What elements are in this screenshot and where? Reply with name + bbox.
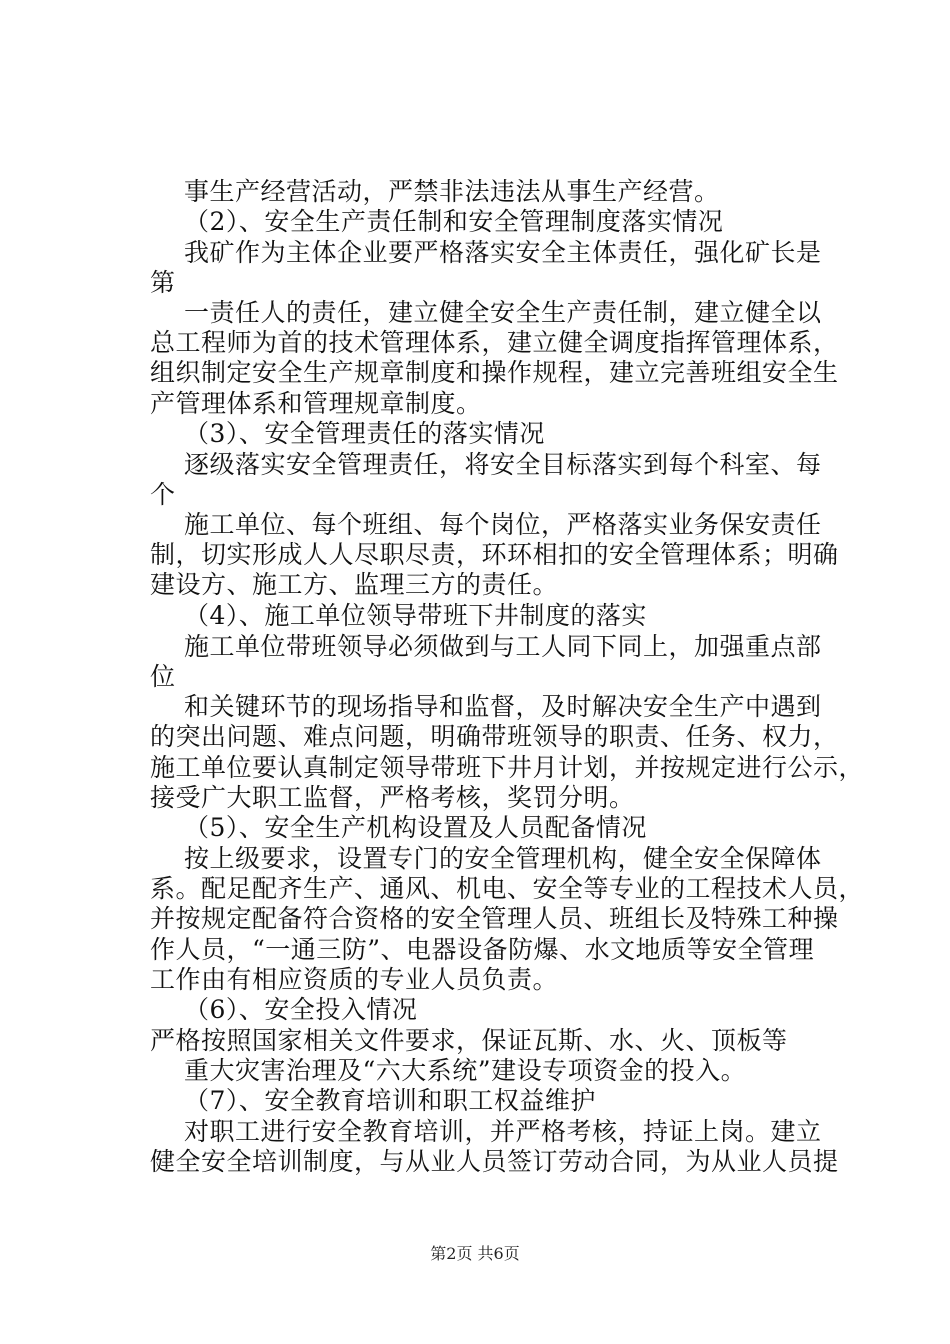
text-line: 重大灾害治理及“六大系统”建设专项资金的投入。 — [184, 1056, 747, 1085]
text-line: 我矿作为主体企业要严格落实安全主体责任，强化矿长是 — [184, 238, 822, 267]
section-heading: （4）、施工单位领导带班下井制度的落实 — [184, 601, 647, 630]
text-line: 健全安全培训制度，与从业人员签订劳动合同，为从业人员提 — [150, 1147, 839, 1176]
text-line: 的突出问题、难点问题，明确带班领导的职责、任务、权力， — [150, 722, 839, 751]
text-line: 建设方、施工方、监理三方的责任。 — [150, 570, 559, 599]
text-line: 事生产经营活动，严禁非法违法从事生产经营。 — [184, 177, 720, 206]
text-line: 第 — [150, 268, 176, 297]
text-line: 工作由有相应资质的专业人员负责。 — [150, 965, 559, 994]
text-line: 逐级落实安全管理责任，将安全目标落实到每个科室、每 — [184, 450, 822, 479]
text-line: 一责任人的责任，建立健全安全生产责任制，建立健全以 — [184, 298, 822, 327]
text-line: 产管理体系和管理规章制度。 — [150, 389, 482, 418]
page-number-footer: 第2页 共6页 — [430, 1244, 520, 1263]
text-line: 位 — [150, 662, 176, 691]
text-line: 并按规定配备符合资格的安全管理人员、班组长及特殊工种操 — [150, 904, 839, 933]
text-line: 按上级要求，设置专门的安全管理机构，健全安全保障体 — [184, 844, 822, 873]
text-line: 作人员，“一通三防”、电器设备防爆、水文地质等安全管理 — [150, 935, 815, 964]
text-line: 制，切实形成人人尽职尽责，环环相扣的安全管理体系；明确 — [150, 540, 839, 569]
text-line: 个 — [150, 480, 176, 509]
text-line: 接受广大职工监督，严格考核，奖罚分明。 — [150, 783, 635, 812]
text-line: 组织制定安全生产规章制度和操作规程，建立完善班组安全生 — [150, 358, 839, 387]
text-line: 施工单位带班领导必须做到与工人同下同上，加强重点部 — [184, 632, 822, 661]
text-line: 和关键环节的现场指导和监督，及时解决安全生产中遇到 — [184, 692, 822, 721]
text-line: 对职工进行安全教育培训，并严格考核，持证上岗。建立 — [184, 1117, 822, 1146]
section-heading: （3）、安全管理责任的落实情况 — [184, 419, 545, 448]
section-heading: （5）、安全生产机构设置及人员配备情况 — [184, 813, 647, 842]
section-heading: （7）、安全教育培训和职工权益维护 — [184, 1086, 596, 1115]
text-line: 系。配足配齐生产、通风、机电、安全等专业的工程技术人员， — [150, 874, 865, 903]
section-heading: （6）、安全投入情况 — [184, 995, 418, 1024]
section-heading: （2）、安全生产责任制和安全管理制度落实情况 — [184, 207, 724, 236]
text-line: 严格按照国家相关文件要求，保证瓦斯、水、火、顶板等 — [150, 1026, 788, 1055]
text-line: 施工单位、每个班组、每个岗位，严格落实业务保安责任 — [184, 510, 822, 539]
text-line: 总工程师为首的技术管理体系，建立健全调度指挥管理体系， — [150, 328, 839, 357]
text-line: 施工单位要认真制定领导带班下井月计划，并按规定进行公示， — [150, 753, 865, 782]
